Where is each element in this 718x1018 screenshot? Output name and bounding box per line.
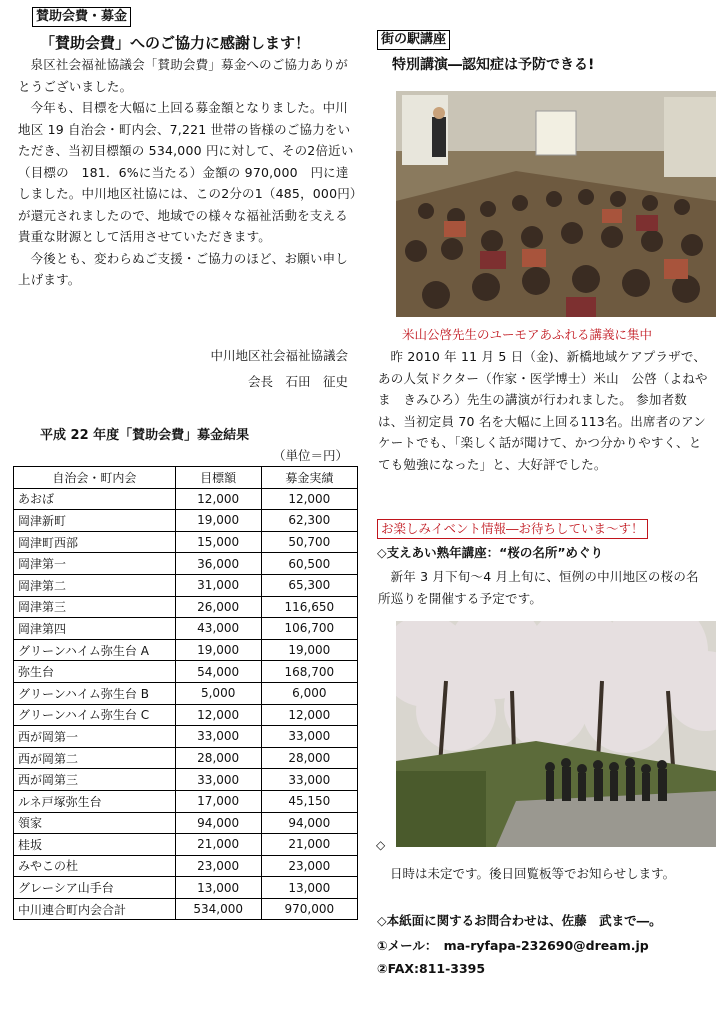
- cherry-blossom-photo: [396, 621, 716, 847]
- table-row: [14, 769, 358, 791]
- table-row: [14, 574, 358, 596]
- table-row: [14, 704, 358, 726]
- donation-result-table: [13, 466, 358, 920]
- table-cell-actual: 28,000: [261, 747, 357, 769]
- table-cell-target: 534,000: [175, 898, 261, 920]
- table-cell-association: 西が岡第一: [14, 726, 176, 748]
- table-cell-association: 岡津町西部: [14, 531, 176, 553]
- table-cell-target: 12,000: [175, 488, 261, 510]
- table-row: [14, 639, 358, 661]
- table-cell-association: 岡津第四: [14, 618, 176, 640]
- table-cell-association: 中川連合町内会合計: [14, 898, 176, 920]
- table-cell-actual: 33,000: [261, 769, 357, 791]
- table-row: [14, 877, 358, 899]
- contact-fax: ②FAX:811-3395: [377, 961, 486, 976]
- table-header-cell: 自治会・町内会: [14, 467, 176, 489]
- table-row: [14, 618, 358, 640]
- lecture-text: 昨 2010 年 11 月 5 日（金)、新橋地域ケアプラザで、あの人気ドクター（作家・医学博士）米山 公啓（よねやま きみひろ）先生の講演が行われました。 参加者数は、当初定員 70 名を大幅に上回る113名。出席者のアンケートでも、「楽しく話が聞けて、かつ分かりやすく、とても勉強になった」と、大好評でした。: [378, 349, 708, 472]
- table-row: [14, 596, 358, 618]
- table-cell-target: 19,000: [175, 639, 261, 661]
- table-cell-association: グリーンハイム弥生台 B: [14, 682, 176, 704]
- table-cell-target: 21,000: [175, 834, 261, 856]
- table-cell-actual: 21,000: [261, 834, 357, 856]
- table-cell-actual: 116,650: [261, 596, 357, 618]
- donation-paragraph: 今年も、目標を大幅に上回る募金額となりました。中川地区 19 自治会・町内会、7,221 世帯の皆様のご協力をいただき、当初目標額の 534,000 円に対して、その2倍近い（目標の 181．6%に当たる）金額の 970,000 円に達しました。中川地区社協には、この2分の1（485，000円）が還元されましたので、地域での様々な福祉活動を支える貴重な財源として活用させていただきます。: [18, 100, 357, 244]
- donation-paragraph: 今後とも、変わらぬご支援・ご協力のほど、お願い申し上げます。: [18, 250, 349, 287]
- table-cell-association: 岡津第三: [14, 596, 176, 618]
- table-cell-target: 26,000: [175, 596, 261, 618]
- table-cell-association: ルネ戸塚弥生台: [14, 790, 176, 812]
- table-cell-target: 33,000: [175, 769, 261, 791]
- table-cell-actual: 45,150: [261, 790, 357, 812]
- table-cell-target: 43,000: [175, 618, 261, 640]
- table-cell-actual: 50,700: [261, 531, 357, 553]
- table-cell-target: 31,000: [175, 574, 261, 596]
- table-cell-target: 13,000: [175, 877, 261, 899]
- table-cell-association: グリーンハイム弥生台 A: [14, 639, 176, 661]
- table-row: [14, 747, 358, 769]
- table-cell-actual: 23,000: [261, 855, 357, 877]
- table-cell-target: 94,000: [175, 812, 261, 834]
- table-cell-target: 33,000: [175, 726, 261, 748]
- table-row: [14, 553, 358, 575]
- table-cell-target: 5,000: [175, 682, 261, 704]
- table-row: [14, 790, 358, 812]
- table-row: [14, 855, 358, 877]
- event-text: 新年 3 月下旬～4 月上旬に、恒例の中川地区の桜の名所巡りを開催する予定です。: [378, 569, 699, 606]
- table-cell-target: 28,000: [175, 747, 261, 769]
- contact-title: ◇本紙面に関するお問合わせは、佐藤 武まで―。: [377, 913, 662, 928]
- signature-name: 会長 石田 征史: [247, 374, 348, 389]
- table-cell-association: 西が岡第二: [14, 747, 176, 769]
- table-row: [14, 510, 358, 532]
- table-row: [14, 661, 358, 683]
- table-row: [14, 812, 358, 834]
- table-header-row: [14, 467, 358, 489]
- table-cell-actual: 13,000: [261, 877, 357, 899]
- table-row: [14, 488, 358, 510]
- table-cell-actual: 106,700: [261, 618, 357, 640]
- donation-paragraph: 泉区社会福祉協議会「賛助会費」募金へのご協力ありがとうございました。: [18, 57, 349, 94]
- table-cell-association: 岡津新町: [14, 510, 176, 532]
- donation-body: [18, 54, 358, 291]
- table-cell-actual: 60,500: [261, 553, 357, 575]
- table-row: [14, 682, 358, 704]
- event-title: ◇支えあい熟年講座：“桜の名所”めぐり: [377, 545, 604, 560]
- table-cell-actual: 168,700: [261, 661, 357, 683]
- donation-headline: 「賛助会費」へのご協力に感謝します！: [40, 34, 311, 52]
- section-label-donation: 賛助会費・募金: [32, 7, 131, 27]
- table-cell-actual: 970,000: [261, 898, 357, 920]
- table-row: [14, 726, 358, 748]
- table-cell-association: 岡津第二: [14, 574, 176, 596]
- section-label-lecture: 街の駅講座: [377, 30, 450, 50]
- lecture-headline: 特別講演―認知症は予防できる!: [392, 57, 595, 73]
- table-header-cell: 目標額: [175, 467, 261, 489]
- table-cell-target: 17,000: [175, 790, 261, 812]
- table-cell-actual: 94,000: [261, 812, 357, 834]
- lecture-photo: [396, 91, 716, 317]
- table-cell-association: グレーシア山手台: [14, 877, 176, 899]
- table-cell-association: 岡津第一: [14, 553, 176, 575]
- table-cell-actual: 12,000: [261, 488, 357, 510]
- table-row: [14, 834, 358, 856]
- table-cell-actual: 33,000: [261, 726, 357, 748]
- table-cell-actual: 62,300: [261, 510, 357, 532]
- table-cell-actual: 6,000: [261, 682, 357, 704]
- table-cell-target: 36,000: [175, 553, 261, 575]
- table-cell-association: 西が岡第三: [14, 769, 176, 791]
- table-cell-association: 桂坂: [14, 834, 176, 856]
- table-cell-association: 領家: [14, 812, 176, 834]
- signature-org: 中川地区社会福祉協議会: [210, 348, 348, 363]
- table-cell-target: 23,000: [175, 855, 261, 877]
- table-row: [14, 531, 358, 553]
- table-header-cell: 募金実績: [261, 467, 357, 489]
- schedule-note: 日時は未定です。後日回覧板等でお知らせします。: [390, 866, 676, 881]
- photo-caption: 米山公啓先生のユーモアあふれる講義に集中: [402, 327, 653, 342]
- cherry-blossom-image: [396, 621, 716, 847]
- table-cell-association: あおば: [14, 488, 176, 510]
- table-cell-target: 12,000: [175, 704, 261, 726]
- table-cell-target: 19,000: [175, 510, 261, 532]
- table-cell-association: 弥生台: [14, 661, 176, 683]
- lecture-photo-image: [396, 91, 716, 317]
- table-unit: （単位＝円）: [272, 448, 348, 463]
- table-row: [14, 898, 358, 920]
- table-cell-actual: 65,300: [261, 574, 357, 596]
- event-label: お楽しみイベント情報―お待ちしていま～す！: [377, 519, 648, 539]
- table-cell-association: グリーンハイム弥生台 C: [14, 704, 176, 726]
- diamond-mark: ◇: [376, 838, 386, 852]
- table-cell-target: 15,000: [175, 531, 261, 553]
- table-title: 平成 22 年度「賛助会費」募金結果: [40, 428, 250, 443]
- table-cell-association: みやこの杜: [14, 855, 176, 877]
- table-cell-actual: 12,000: [261, 704, 357, 726]
- table-cell-actual: 19,000: [261, 639, 357, 661]
- contact-mail: ①メール： ma-ryfapa-232690@dream.jp: [377, 938, 649, 953]
- table-cell-target: 54,000: [175, 661, 261, 683]
